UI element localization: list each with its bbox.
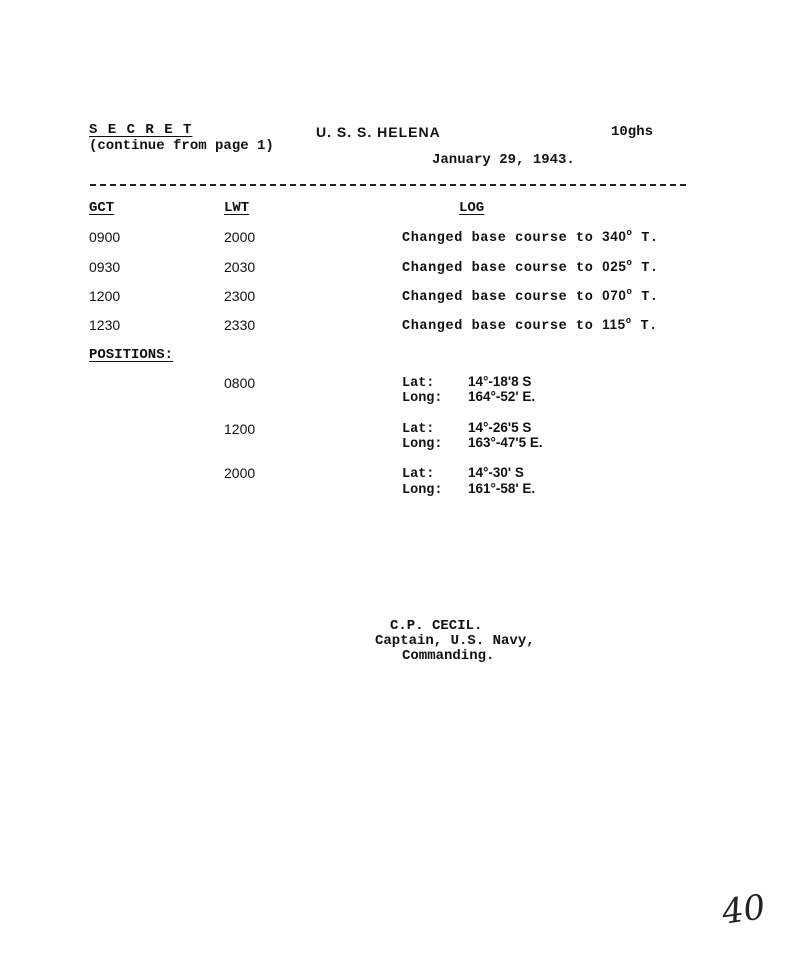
position-long-line: [402, 435, 543, 452]
long-value: 164°-52' E.: [468, 389, 536, 404]
log-text-line: [402, 259, 659, 276]
log-text-line: [402, 229, 659, 246]
position-lat-line: [402, 465, 524, 482]
column-header-log: LOG: [459, 200, 485, 216]
long-value: 161°-58' E.: [468, 481, 536, 496]
long-label: Long:: [402, 437, 443, 452]
log-course: 025: [602, 259, 627, 274]
position-time: 2000: [224, 465, 256, 481]
log-lwt: 2030: [224, 259, 256, 275]
continuation-note: (continue from page 1): [89, 138, 274, 154]
column-header-gct: GCT: [89, 200, 115, 216]
log-suffix: T.: [640, 319, 658, 334]
log-gct: 0900: [89, 229, 121, 245]
log-gct: 1200: [89, 288, 121, 304]
signature-rank: Captain, U.S. Navy,: [375, 633, 535, 649]
degree-sign: o: [625, 316, 632, 326]
log-gct: 1230: [89, 317, 121, 333]
position-time: 1200: [224, 421, 256, 437]
log-course: 070: [602, 288, 627, 303]
log-lwt: 2000: [224, 229, 256, 245]
lat-label: Lat:: [402, 422, 435, 437]
handwritten-page-number: 40: [719, 887, 768, 933]
log-gct: 0930: [89, 259, 121, 275]
long-label: Long:: [402, 391, 443, 406]
log-suffix: T.: [641, 231, 659, 246]
log-suffix: T.: [641, 290, 659, 305]
long-label: Long:: [402, 483, 443, 498]
lat-label: Lat:: [402, 467, 435, 482]
ship-name: U. S. S. HELENA: [316, 124, 441, 140]
log-course: 340: [602, 229, 627, 244]
log-course: 115: [602, 317, 626, 332]
document-date: January 29, 1943.: [432, 152, 575, 168]
position-long-line: [402, 389, 535, 406]
degree-sign: o: [626, 258, 633, 268]
degree-sign: o: [626, 228, 633, 238]
log-suffix: T.: [641, 261, 659, 276]
log-lwt: 2330: [224, 317, 256, 333]
log-text: Changed base course to: [402, 231, 594, 246]
long-value: 163°-47'5 E.: [468, 435, 543, 450]
column-header-lwt: LWT: [224, 200, 250, 216]
degree-sign: o: [626, 287, 633, 297]
signature-name: C.P. CECIL.: [390, 618, 483, 634]
log-text-line: [402, 288, 659, 305]
lat-label: Lat:: [402, 376, 435, 391]
dashed-separator: [90, 184, 686, 186]
signature-role: Commanding.: [402, 648, 495, 664]
position-long-line: [402, 481, 535, 498]
classification-label: S E C R E T: [89, 122, 193, 138]
log-lwt: 2300: [224, 288, 256, 304]
log-text: Changed base course to: [402, 261, 594, 276]
log-text: Changed base course to: [402, 319, 594, 334]
log-text-line: [402, 317, 658, 334]
position-time: 0800: [224, 375, 256, 391]
lat-value: 14°-26'5 S: [468, 420, 532, 435]
lat-value: 14°-30' S: [468, 465, 524, 480]
log-text: Changed base course to: [402, 290, 594, 305]
positions-heading: POSITIONS:: [89, 347, 174, 363]
document-code: 10ghs: [611, 124, 654, 140]
lat-value: 14°-18'8 S: [468, 374, 532, 389]
